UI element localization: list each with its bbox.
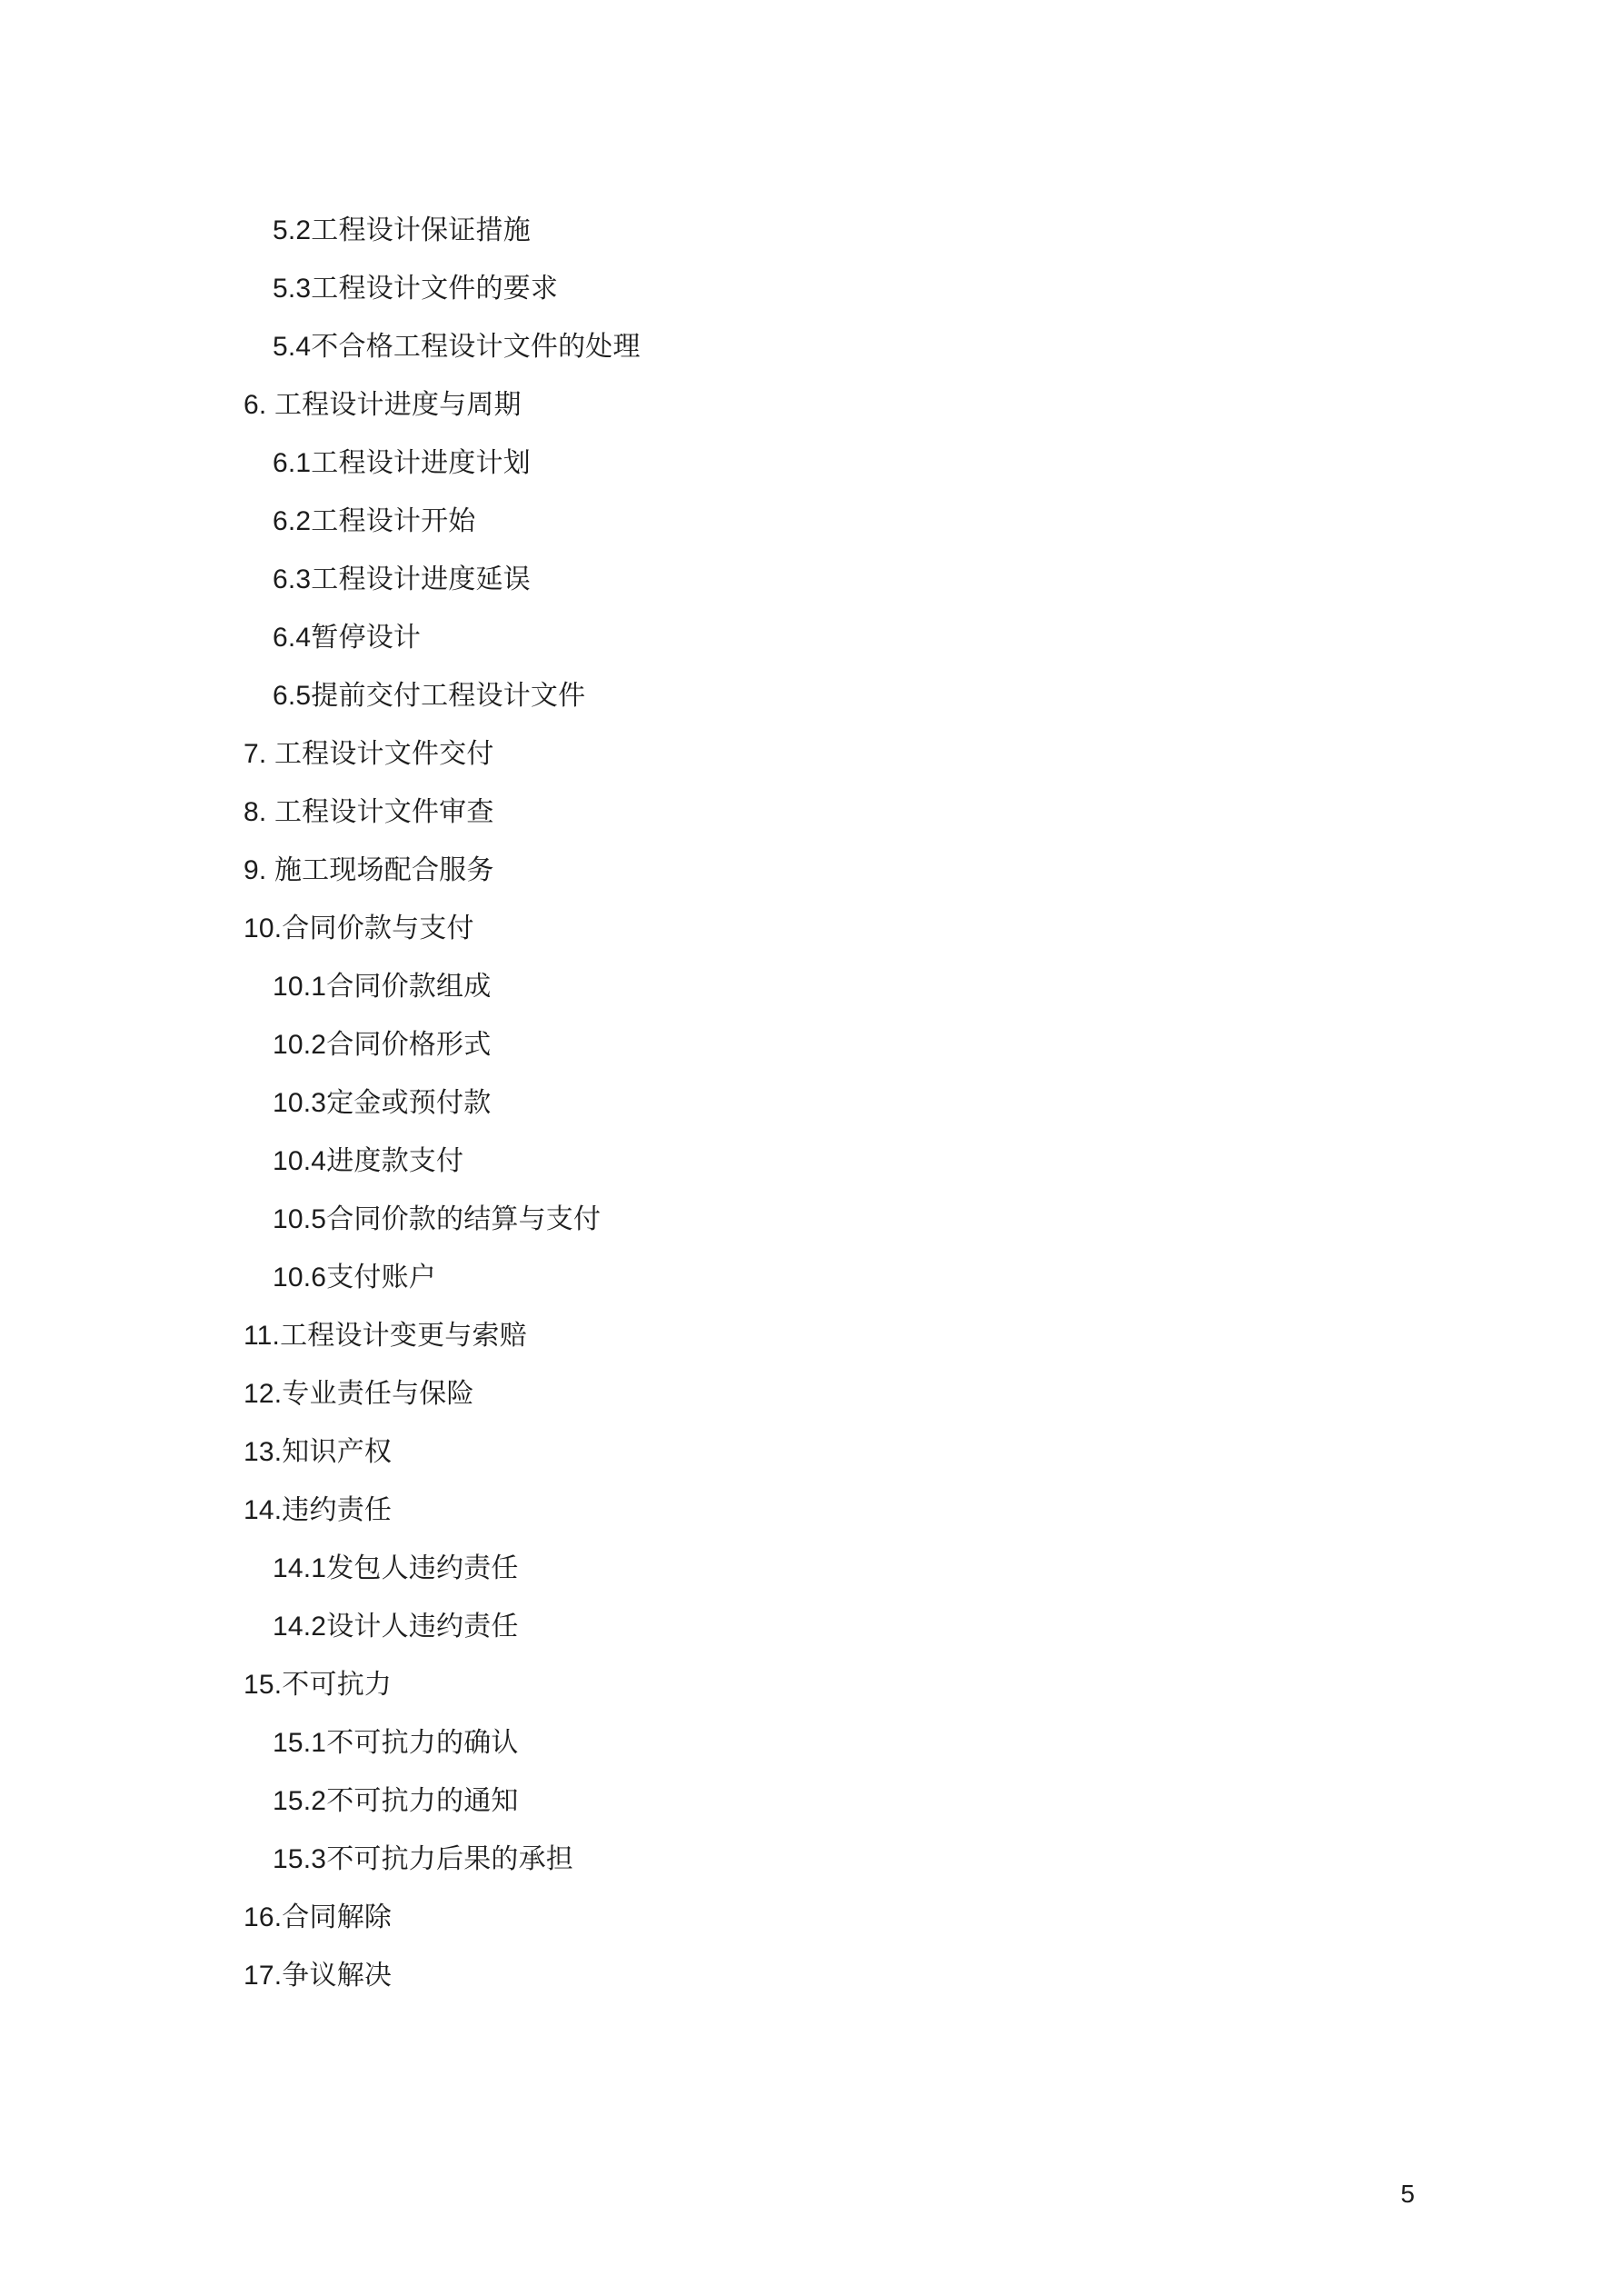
toc-entry: 14.2设计人违约责任: [273, 1612, 519, 1642]
toc-entry: 6.1工程设计进度计划: [273, 448, 531, 478]
table-of-contents: [244, 202, 1425, 2005]
toc-entry: 14.1发包人违约责任: [273, 1553, 519, 1583]
toc-entry: 15.3不可抗力后果的承担: [273, 1844, 573, 1874]
toc-entry: 10.6支付账户: [273, 1263, 436, 1293]
page-number: 5: [1400, 2180, 1415, 2208]
toc-entry: 6.2工程设计开始: [273, 506, 476, 536]
toc-entry: 14.违约责任: [244, 1495, 393, 1525]
toc-entry: 6.5提前交付工程设计文件: [273, 681, 586, 711]
toc-entry: 15.2不可抗力的通知: [273, 1786, 519, 1816]
toc-entry: 5.3工程设计文件的要求: [273, 274, 559, 304]
toc-entry: 10.合同价款与支付: [244, 913, 474, 943]
toc-entry: 6.4暂停设计: [273, 623, 422, 653]
toc-entry: 11.工程设计变更与索赔: [244, 1321, 527, 1351]
toc-entry: 7. 工程设计文件交付: [244, 739, 494, 769]
toc-entry: 8. 工程设计文件审查: [244, 797, 494, 827]
toc-entry: 5.4不合格工程设计文件的处理: [273, 332, 641, 362]
toc-entry: 10.4进度款支付: [273, 1146, 464, 1176]
toc-entry: 15.1不可抗力的确认: [273, 1728, 519, 1758]
toc-entry: 9. 施工现场配合服务: [244, 855, 494, 885]
toc-entry: 13.知识产权: [244, 1437, 393, 1467]
toc-entry: 16.合同解除: [244, 1902, 393, 1932]
toc-entry: 15.不可抗力: [244, 1670, 393, 1700]
toc-entry: 17.争议解决: [244, 1961, 393, 1991]
toc-entry: 10.2合同价格形式: [273, 1030, 492, 1060]
toc-entry: 10.5合同价款的结算与支付: [273, 1204, 602, 1234]
toc-entry: 10.3定金或预付款: [273, 1088, 492, 1118]
toc-entry: 10.1合同价款组成: [273, 972, 492, 1002]
toc-entry: 6. 工程设计进度与周期: [244, 390, 522, 420]
toc-entry: 6.3工程设计进度延误: [273, 564, 531, 594]
toc-entry: 12.专业责任与保险: [244, 1379, 474, 1409]
toc-entry: 5.2工程设计保证措施: [273, 215, 531, 245]
